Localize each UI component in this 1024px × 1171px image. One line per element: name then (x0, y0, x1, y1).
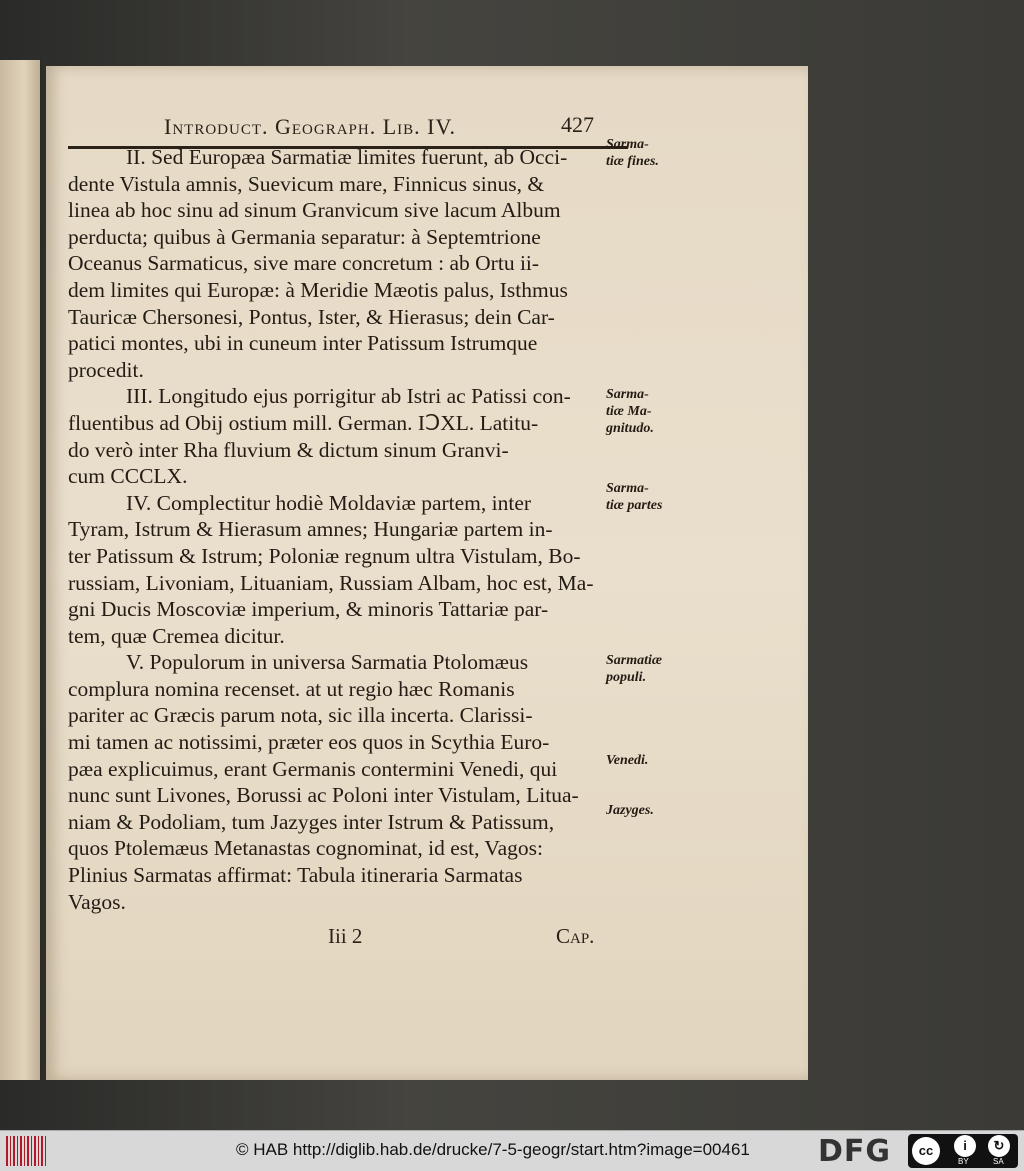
page-number: 427 (561, 112, 594, 137)
sa-icon: ↻ (988, 1135, 1010, 1157)
text-line: dem limites qui Europæ: à Meridie Mæotis palus, Isthmus (68, 277, 568, 302)
sa-label: SA (993, 1157, 1004, 1166)
text-line: procedit. (68, 357, 144, 382)
text-line: complura nomina recenset. at ut regio hæc Romanis (68, 676, 515, 701)
text-line: IV. Complectitur hodiè Moldaviæ partem, inter (126, 490, 532, 515)
text-line: linea ab hoc sinu ad sinum Granvicum sive lacum Album (68, 198, 561, 223)
library-logo-icon (6, 1136, 48, 1166)
text-line: Oceanus Sarmaticus, sive mare concretum : ab Ortu ii- (68, 251, 540, 276)
text-line: tem, quæ Cremea dicitur. (68, 623, 285, 648)
copyright-bar (0, 1130, 1024, 1171)
text-line: do verò inter Rha fluvium & dictum sinum Granvi- (68, 437, 509, 462)
text-line: Tauricæ Chersonesi, Pontus, Ister, & Hierasus; dein Car- (68, 304, 555, 329)
text-line: pæa explicuimus, erant Germanis contermini Venedi, qui (68, 756, 558, 781)
book-page (46, 66, 808, 1080)
margin-note-venedi: Venedi. (606, 753, 649, 768)
text-line: quos Ptolemæus Metanastas cognominat, id est, Vagos: (68, 836, 543, 861)
text-line: pariter ac Græcis parum nota, sic illa incerta. Clarissi- (68, 703, 533, 728)
catchword: Cap. (556, 924, 595, 948)
text-line: russiam, Livoniam, Lituaniam, Russiam Albam, hoc est, Ma- (68, 570, 594, 595)
dfg-logo: DFG (818, 1134, 892, 1169)
text-line: III. Longitudo ejus porrigitur ab Istri ac Patissi con- (126, 384, 571, 409)
by-label: BY (958, 1157, 969, 1166)
text-line: cum CCCLX. (68, 464, 188, 489)
signature-mark: Iii 2 (328, 924, 363, 948)
margin-note-partes: Sarma- tiæ partes (606, 481, 663, 513)
text-line: Vagos. (68, 889, 126, 914)
body-text (68, 144, 603, 915)
margin-note-jazyges: Jazyges. (606, 803, 654, 818)
margin-note-populi: Sarmatiæ populi. (606, 653, 663, 685)
text-line: niam & Podoliam, tum Jazyges inter Istrum & Patissum, (68, 809, 555, 834)
previous-page-edge (0, 60, 42, 1080)
copyright-link[interactable]: © HAB http://diglib.hab.de/drucke/7-5-geogr/start.htm?image=00461 (236, 1140, 750, 1159)
text-line: perducta; quibus à Germania separatur: à Septemtrione (68, 224, 541, 249)
text-line: patici montes, ubi in cuneum inter Patissum Istrumque (68, 331, 538, 356)
text-line: II. Sed Europæa Sarmatiæ limites fuerunt, ab Occi- (126, 145, 568, 169)
text-line: nunc sunt Livones, Borussi ac Poloni inter Vistulam, Litua- (68, 783, 579, 808)
cc-license-badge[interactable] (908, 1134, 1018, 1168)
text-line: mi tamen ac notissimi, præter eos quos in Scythia Euro- (68, 730, 550, 755)
text-line: Plinius Sarmatas affirmat: Tabula itineraria Sarmatas (68, 863, 523, 888)
text-line: V. Populorum in universa Sarmatia Ptolomæus (126, 650, 529, 675)
text-line: fluentibus ad Obij ostium mill. German. IↃXL. Latitu- (68, 410, 539, 435)
margin-note-fines: Sarma- tiæ fines. (606, 137, 659, 169)
text-line: Tyram, Istrum & Hierasum amnes; Hungariæ partem in- (68, 517, 553, 542)
text-line: dente Vistula amnis, Suevicum mare, Finnicus sinus, & (68, 171, 545, 196)
running-title: Introduct. Geograph. Lib. IV. (164, 114, 457, 139)
text-line: gni Ducis Moscoviæ imperium, & minoris Tattariæ par- (68, 597, 549, 622)
margin-note-magnitudo: Sarma- tiæ Ma- gnitudo. (606, 387, 654, 436)
by-icon: i (954, 1135, 976, 1157)
text-line: ter Patissum & Istrum; Poloniæ regnum ultra Vistulam, Bo- (68, 543, 581, 568)
cc-icon: cc (912, 1137, 940, 1165)
